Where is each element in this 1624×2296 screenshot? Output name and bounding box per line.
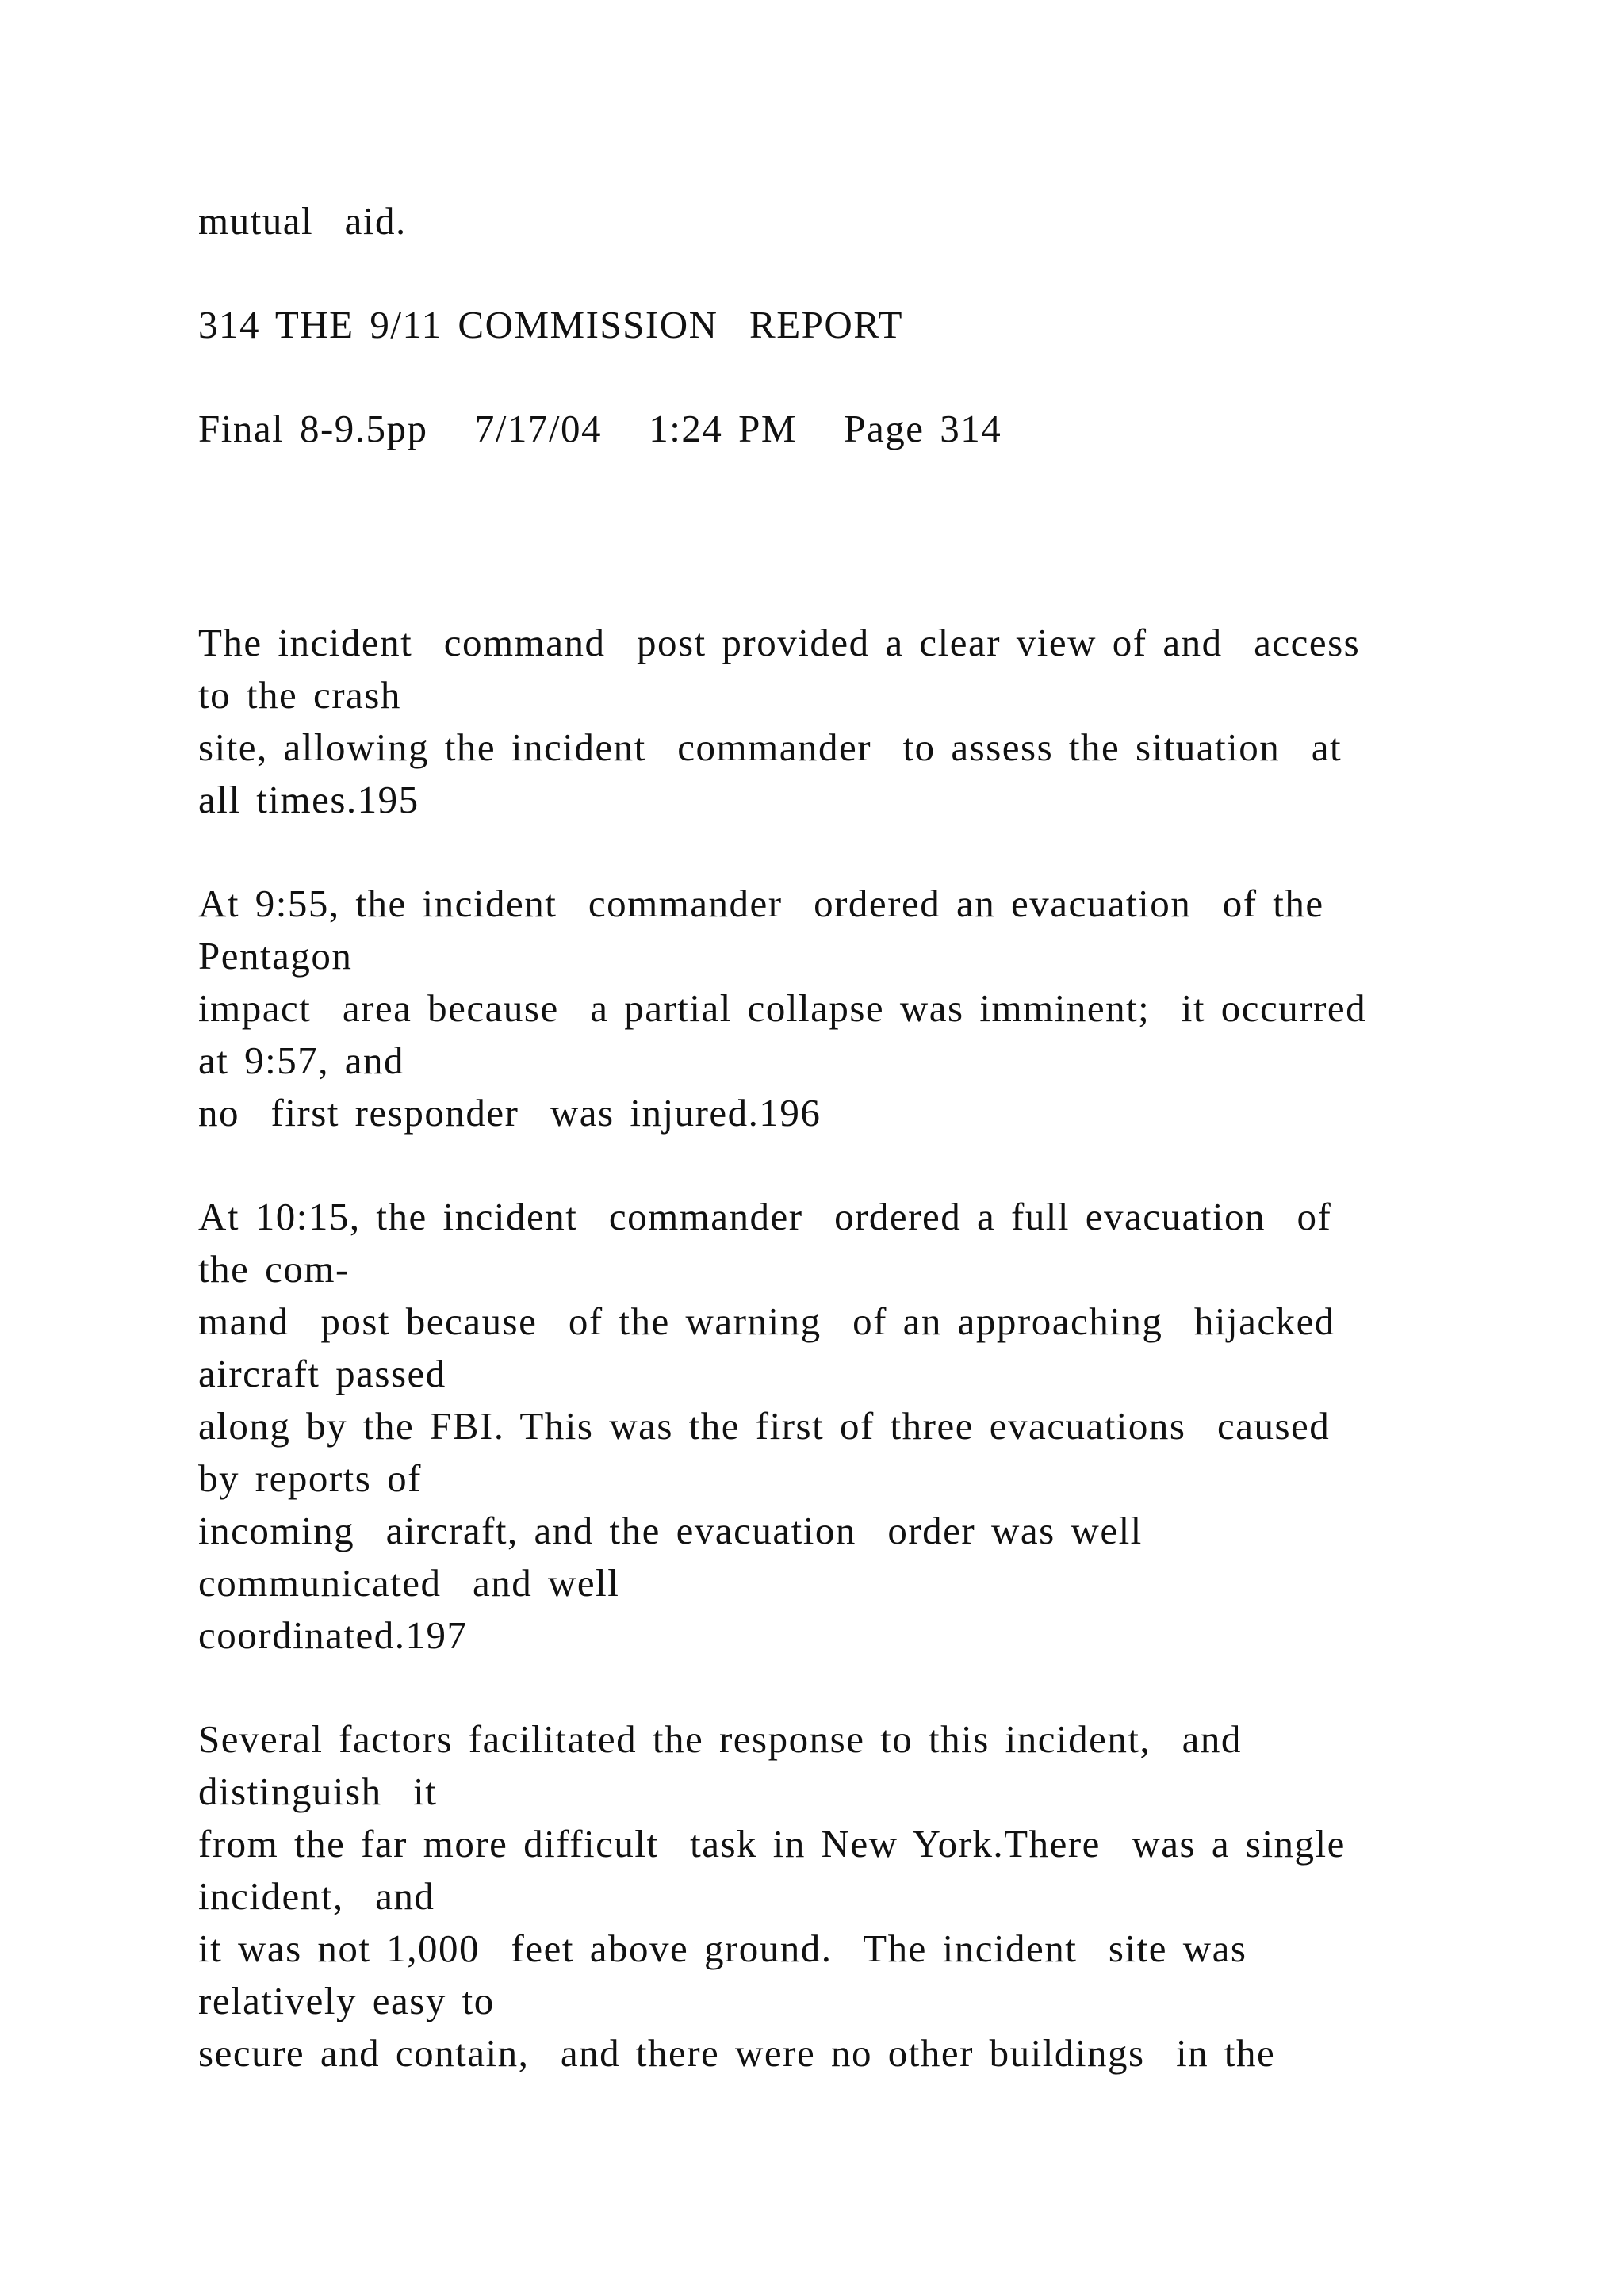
text-line: relatively easy to bbox=[198, 1979, 495, 2022]
text-line: distinguish it bbox=[198, 1770, 438, 1813]
text-line: along by the FBI. This was the first of three evacuations caused bbox=[198, 1404, 1331, 1448]
text-line: to the crash bbox=[198, 673, 401, 717]
text-line: The incident command post provided a clear view of and access bbox=[198, 621, 1361, 664]
text-line: no first responder was injured.196 bbox=[198, 1091, 822, 1135]
text-line: site, allowing the incident commander to assess the situation at bbox=[198, 725, 1342, 769]
page-header-title: 314 THE 9/11 COMMISSION REPORT bbox=[198, 303, 903, 346]
text-line: Several factors facilitated the response to this incident, and bbox=[198, 1717, 1242, 1761]
text-line: Pentagon bbox=[198, 934, 353, 978]
text-line: impact area because a partial collapse was imminent; it occurred bbox=[198, 986, 1367, 1030]
text-line: incoming aircraft, and the evacuation order was well bbox=[198, 1509, 1143, 1552]
text-line: mutual aid. bbox=[198, 199, 407, 243]
text-line: from the far more difficult task in New York.There was a single bbox=[198, 1822, 1346, 1866]
text-line: secure and contain, and there were no other buildings in the bbox=[198, 2031, 1276, 2075]
text-line: coordinated.197 bbox=[198, 1613, 468, 1657]
text-line: At 9:55, the incident commander ordered an evacuation of the bbox=[198, 882, 1324, 925]
text-line: all times.195 bbox=[198, 778, 419, 821]
text-line: at 9:57, and bbox=[198, 1039, 404, 1082]
text-line: mand post because of the warning of an approaching hijacked bbox=[198, 1299, 1335, 1343]
text-line: communicated and well bbox=[198, 1561, 620, 1605]
text-line: aircraft passed bbox=[198, 1352, 446, 1395]
text-line: it was not 1,000 feet above ground. The incident site was bbox=[198, 1927, 1247, 1970]
text-line: incident, and bbox=[198, 1874, 435, 1918]
text-line: by reports of bbox=[198, 1456, 422, 1500]
text-line: At 10:15, the incident commander ordered a full evacuation of bbox=[198, 1195, 1332, 1238]
text-line: the com- bbox=[198, 1247, 350, 1291]
page-header-slug: Final 8-9.5pp 7/17/04 1:24 PM Page 314 bbox=[198, 407, 1002, 450]
